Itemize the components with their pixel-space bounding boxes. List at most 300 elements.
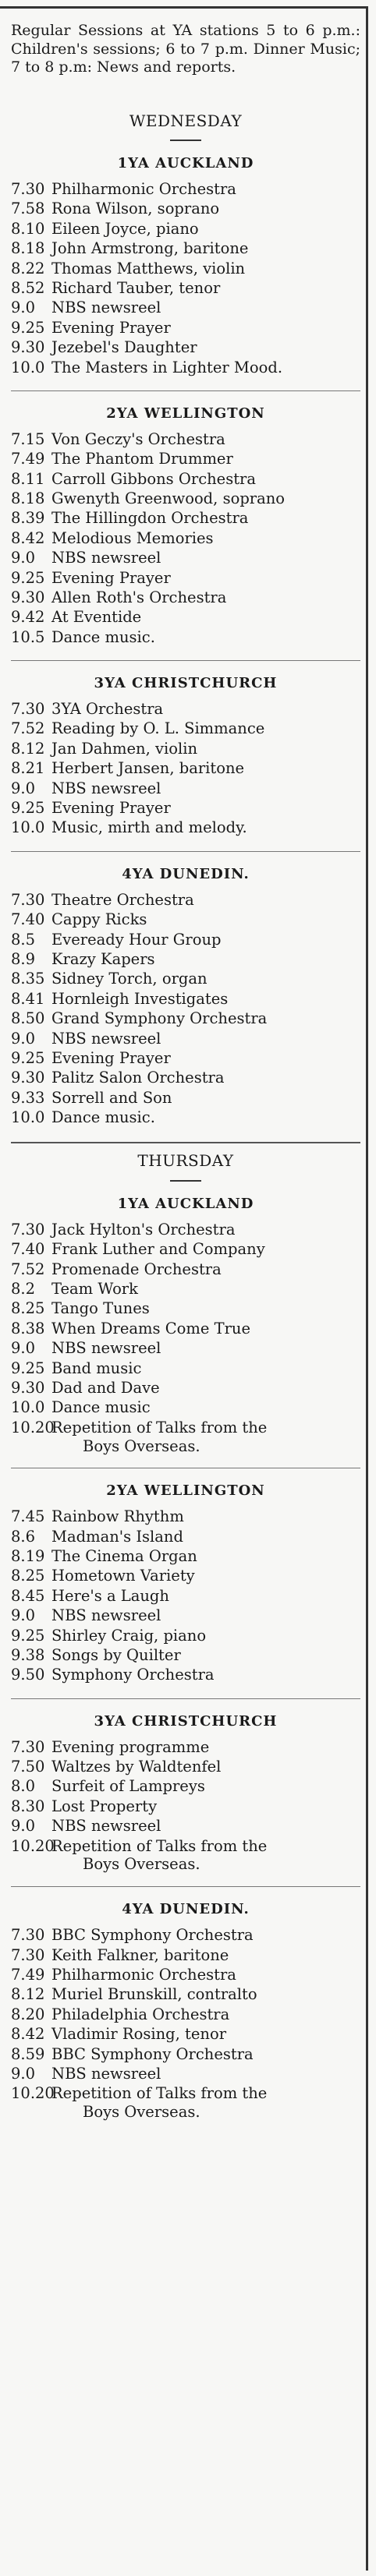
programme-item <box>11 1985 360 2005</box>
programme-time: 8.50 <box>11 1009 45 1028</box>
programme-item <box>11 2025 360 2044</box>
programme-time: 9.25 <box>11 568 45 587</box>
programme-item <box>11 2065 360 2084</box>
programme-title-text: Team Work <box>51 1279 138 1298</box>
programme-title-text: Allen Roth's Orchestra <box>51 588 227 606</box>
programme-title-text: Promenade Orchestra <box>51 1260 222 1278</box>
programme-item <box>11 450 360 469</box>
programme-item <box>11 740 360 759</box>
programme-title <box>51 1528 360 1546</box>
programme-item <box>11 891 360 910</box>
programme-item <box>11 1339 360 1359</box>
programme-title <box>51 279 360 298</box>
programme-title-text: Palitz Salon Orchestra <box>51 1069 225 1087</box>
programme-title-text: Madman's Island <box>51 1527 183 1546</box>
programme-title <box>51 319 360 337</box>
programme-item <box>11 569 360 588</box>
programme-time: 8.39 <box>11 509 45 528</box>
programme-title-text: Theatre Orchestra <box>51 890 194 909</box>
programme-title-text: NBS newsreel <box>51 1606 161 1625</box>
programme-time: 9.0 <box>11 1817 36 1836</box>
programme-title <box>51 1049 360 1068</box>
programme-time: 7.40 <box>11 1240 45 1259</box>
day-heading: WEDNESDAY <box>129 111 243 130</box>
programme-item <box>11 1567 360 1586</box>
station-block <box>11 1196 360 1455</box>
programme-time: 10.0 <box>11 818 45 837</box>
programme-item <box>11 759 360 779</box>
programme-item <box>11 489 360 509</box>
programme-title-text: Thomas Matthews, violin <box>51 259 246 277</box>
programme-title <box>51 1398 360 1417</box>
programme-item <box>11 279 360 299</box>
programme-title <box>51 1069 360 1087</box>
programme-title <box>51 1797 360 1816</box>
programme-time: 7.15 <box>11 429 45 448</box>
programme-time: 9.42 <box>11 608 45 627</box>
programme-title-text: Herbert Jansen, baritone <box>51 759 245 778</box>
programme-title <box>51 1985 360 2004</box>
programme-title-text: Rainbow Rhythm <box>51 1507 184 1526</box>
station-block <box>11 866 360 1129</box>
programme-item <box>11 1089 360 1108</box>
programme-time: 8.18 <box>11 489 45 508</box>
station-separator <box>11 1698 360 1699</box>
programme-item <box>11 1926 360 1945</box>
programme-title <box>51 2084 360 2122</box>
programme-time: 8.45 <box>11 1586 45 1605</box>
programme-time: 7.30 <box>11 1945 45 1964</box>
programme-title-text: Jack Hylton's Orchestra <box>51 1220 236 1239</box>
programme-title <box>51 1240 360 1259</box>
station-heading: 3YA CHRISTCHURCH <box>94 1712 278 1730</box>
programme-title-text: Hornleigh Investigates <box>51 989 229 1008</box>
programme-item <box>11 338 360 358</box>
programme-time: 10.0 <box>11 1108 45 1127</box>
programme-title <box>51 818 360 837</box>
programme-title <box>51 338 360 357</box>
programme-item <box>11 509 360 528</box>
programme-title-text: Band music <box>51 1359 142 1377</box>
programme-item <box>11 200 360 219</box>
programme-title-text: BBC Symphony Orchestra <box>51 2044 254 2063</box>
programme-item <box>11 1049 360 1069</box>
programme-time: 9.0 <box>11 1029 36 1048</box>
programme-item <box>11 1280 360 1299</box>
programme-time: 9.30 <box>11 1378 45 1397</box>
programme-item <box>11 1606 360 1626</box>
programme-time: 9.38 <box>11 1645 45 1664</box>
programme-title <box>51 2065 360 2083</box>
programme-time: 8.10 <box>11 219 45 238</box>
programme-title <box>51 1299 360 1318</box>
programme-list <box>11 1926 360 2122</box>
programme-time: 9.50 <box>11 1666 45 1684</box>
programme-title-text: Philharmonic Orchestra <box>51 179 236 198</box>
station-heading: 1YA AUCKLAND <box>117 155 254 172</box>
programme-title <box>51 931 360 949</box>
programme-time: 8.59 <box>11 2044 45 2063</box>
programme-item <box>11 700 360 719</box>
station-separator <box>11 660 360 661</box>
programme-title-text: BBC Symphony Orchestra <box>51 1926 254 1945</box>
programme-item <box>11 1817 360 1836</box>
programme-time: 7.30 <box>11 1926 45 1945</box>
programme-title-text: NBS newsreel <box>51 299 161 317</box>
programme-time: 10.5 <box>11 627 45 646</box>
programme-title-text: Dad and Dave <box>51 1378 160 1397</box>
programme-time: 8.41 <box>11 989 45 1008</box>
programme-title <box>51 2005 360 2024</box>
programme-title-text: Melodious Memories <box>51 528 214 547</box>
programme-item <box>11 1738 360 1758</box>
station-separator <box>11 390 360 391</box>
programme-time: 8.21 <box>11 759 45 778</box>
programme-item <box>11 1359 360 1379</box>
programme-title-text: Dance music <box>51 1398 151 1417</box>
station-block <box>11 675 360 839</box>
programme-time: 10.20 <box>11 1418 55 1436</box>
programme-title-text: Keith Falkner, baritone <box>51 1945 229 1964</box>
programme-time: 7.40 <box>11 910 45 929</box>
programme-time: 8.12 <box>11 1985 45 2004</box>
programme-item <box>11 1507 360 1527</box>
programme-item <box>11 950 360 970</box>
programme-title-text: When Dreams Come True <box>51 1319 251 1337</box>
programme-column <box>11 22 360 2122</box>
programme-title-text: Evening Prayer <box>51 318 171 337</box>
programme-title-text: Vladimir Rosing, tenor <box>51 2025 227 2044</box>
programme-title-text: Evening Prayer <box>51 799 171 818</box>
programme-title-text: Music, mirth and melody. <box>51 818 247 837</box>
station-block <box>11 405 360 648</box>
programme-item <box>11 719 360 739</box>
programme-item <box>11 608 360 627</box>
programme-title <box>51 719 360 738</box>
programme-title <box>51 2025 360 2044</box>
intro-paragraph: Regular Sessions at YA stations 5 to 6 p.m.: Children's sessions; 6 to 7 p.m. Dinner Music; 7 to 8 p.m: News and reports. <box>11 22 360 76</box>
programme-time: 9.0 <box>11 299 36 317</box>
programme-item <box>11 970 360 989</box>
programme-title-text: Jezebel's Daughter <box>51 338 197 357</box>
programme-title-text: Grand Symphony Orchestra <box>51 1009 268 1028</box>
station-heading: 3YA CHRISTCHURCH <box>94 675 278 692</box>
programme-title-text: Sorrell and Son <box>51 1088 172 1107</box>
programme-title-text: Hometown Variety <box>51 1567 195 1585</box>
programme-item <box>11 359 360 378</box>
programme-time: 7.52 <box>11 1260 45 1278</box>
programme-time: 8.12 <box>11 739 45 758</box>
programme-time: 8.25 <box>11 1567 45 1585</box>
station-block <box>11 1713 360 1874</box>
programme-title <box>51 260 360 278</box>
programme-item <box>11 1837 360 1875</box>
programme-item <box>11 1777 360 1797</box>
programme-time: 9.25 <box>11 799 45 818</box>
programme-title-text: Carroll Gibbons Orchestra <box>51 469 257 488</box>
programme-time: 8.5 <box>11 930 36 949</box>
programme-title <box>51 549 360 567</box>
programme-item <box>11 1299 360 1319</box>
programme-time: 8.11 <box>11 469 45 488</box>
programme-title <box>51 910 360 929</box>
programme-title <box>51 740 360 758</box>
day-rule <box>170 1180 201 1182</box>
programme-title <box>51 1646 360 1665</box>
programme-title <box>51 1926 360 1945</box>
programme-item <box>11 1547 360 1567</box>
programme-title <box>51 529 360 548</box>
programme-title-text: Repetition of Talks from the <box>51 2084 268 2103</box>
programme-list <box>11 1221 360 1455</box>
programme-title <box>51 1379 360 1398</box>
programme-item <box>11 1419 360 1456</box>
programme-time: 9.0 <box>11 549 36 567</box>
station-block <box>11 155 360 378</box>
programme-item <box>11 549 360 568</box>
programme-title-text: Muriel Brunskill, contralto <box>51 1985 257 2004</box>
programme-time: 8.2 <box>11 1279 36 1298</box>
station-block <box>11 1901 360 2122</box>
programme-item <box>11 1528 360 1547</box>
programme-title <box>51 1280 360 1299</box>
programme-list <box>11 700 360 839</box>
programme-item <box>11 1108 360 1128</box>
programme-title <box>51 1837 360 1875</box>
programme-title-text: Frank Luther and Company <box>51 1240 265 1259</box>
programme-time: 9.25 <box>11 1359 45 1377</box>
programme-time: 9.0 <box>11 1606 36 1625</box>
programme-title-text: The Masters in Lighter Mood. <box>51 358 283 376</box>
programme-title <box>51 470 360 489</box>
station-separator <box>11 851 360 852</box>
programme-item <box>11 260 360 279</box>
programme-time: 8.42 <box>11 528 45 547</box>
programme-time: 7.58 <box>11 200 45 218</box>
programme-title-text: Here's a Laugh <box>51 1586 169 1605</box>
programme-title <box>51 950 360 969</box>
programme-item <box>11 1966 360 1985</box>
programme-title-text: The Hillingdon Orchestra <box>51 509 249 528</box>
programme-title-text: The Phantom Drummer <box>51 450 233 468</box>
programme-title <box>51 450 360 468</box>
programme-title-text: NBS newsreel <box>51 1817 161 1836</box>
programme-time: 7.30 <box>11 1220 45 1239</box>
programme-title-text: Tango Tunes <box>51 1299 150 1318</box>
programme-time: 8.30 <box>11 1797 45 1815</box>
programme-title <box>51 588 360 607</box>
programme-title <box>51 1606 360 1625</box>
programme-title <box>51 1587 360 1606</box>
programme-title-text: Philharmonic Orchestra <box>51 1965 236 1984</box>
programme-title <box>51 628 360 647</box>
programme-title-text: Sidney Torch, organ <box>51 970 208 988</box>
programme-time: 9.30 <box>11 588 45 606</box>
programme-item <box>11 180 360 200</box>
programme-item <box>11 1646 360 1666</box>
programme-time: 9.30 <box>11 1069 45 1087</box>
programme-title <box>51 1030 360 1048</box>
programme-list <box>11 180 360 378</box>
programme-item <box>11 299 360 318</box>
programme-title <box>51 569 360 588</box>
programme-item <box>11 1009 360 1029</box>
programme-item <box>11 588 360 608</box>
programme-time: 9.33 <box>11 1088 45 1107</box>
programme-title <box>51 1089 360 1108</box>
programme-title-text: Evening programme <box>51 1737 210 1756</box>
programme-item <box>11 1627 360 1646</box>
programme-time: 7.30 <box>11 1737 45 1756</box>
programme-title <box>51 1221 360 1239</box>
programme-title <box>51 990 360 1009</box>
programme-title <box>51 509 360 528</box>
programme-title <box>51 2045 360 2064</box>
programme-title-text: Repetition of Talks from the <box>51 1418 268 1436</box>
programme-title <box>51 1108 360 1127</box>
programme-time: 7.52 <box>11 719 45 738</box>
programme-item <box>11 910 360 930</box>
programme-title <box>51 1507 360 1526</box>
programme-title <box>51 1339 360 1358</box>
programme-title-text: Gwenyth Greenwood, soprano <box>51 489 286 508</box>
programme-title-text: Krazy Kapers <box>51 949 155 968</box>
programme-time: 7.30 <box>11 179 45 198</box>
programme-time: 10.20 <box>11 2084 55 2103</box>
programme-title-text: NBS newsreel <box>51 1339 161 1358</box>
programme-title <box>51 1567 360 1585</box>
programme-item <box>11 2005 360 2025</box>
programme-title-text: Dance music. <box>51 627 155 646</box>
station-heading: 2YA WELLINGTON <box>106 1482 265 1500</box>
programme-time: 8.18 <box>11 239 45 258</box>
programme-title <box>51 759 360 778</box>
station-heading: 2YA WELLINGTON <box>106 405 265 422</box>
programme-title-text: Evening Prayer <box>51 568 171 587</box>
programme-time: 8.25 <box>11 1299 45 1318</box>
programme-item <box>11 2084 360 2122</box>
programme-title-text: The Cinema Organ <box>51 1547 197 1566</box>
programme-time: 7.30 <box>11 700 45 719</box>
programme-item <box>11 779 360 799</box>
programme-item <box>11 1946 360 1966</box>
programme-title <box>51 1260 360 1279</box>
programme-time: 7.49 <box>11 450 45 468</box>
programme-title-text: NBS newsreel <box>51 779 161 797</box>
programme-time: 8.35 <box>11 970 45 988</box>
programme-time: 10.0 <box>11 1398 45 1417</box>
programme-time: 9.25 <box>11 318 45 337</box>
programme-time: 9.0 <box>11 2064 36 2083</box>
programme-title <box>51 1547 360 1566</box>
programme-time: 8.6 <box>11 1527 36 1546</box>
programme-title <box>51 1666 360 1684</box>
programme-title <box>51 200 360 218</box>
programme-time: 8.52 <box>11 278 45 297</box>
programme-title-text: At Eventide <box>51 608 142 627</box>
programme-time: 8.19 <box>11 1547 45 1566</box>
programme-item <box>11 1587 360 1606</box>
day-heading: THURSDAY <box>137 1151 234 1171</box>
programme-item <box>11 1069 360 1088</box>
programme-time: 9.25 <box>11 1626 45 1645</box>
programme-title <box>51 430 360 449</box>
station-block <box>11 1482 360 1685</box>
programme-title <box>51 1966 360 1984</box>
programme-time: 8.20 <box>11 2005 45 2023</box>
programme-time: 10.0 <box>11 358 45 376</box>
station-heading: 1YA AUCKLAND <box>117 1195 254 1212</box>
programme-time: 7.45 <box>11 1507 45 1526</box>
programme-time: 9.0 <box>11 1339 36 1358</box>
programme-title <box>51 359 360 377</box>
programme-time: 8.22 <box>11 259 45 277</box>
programme-title-text: Jan Dahmen, violin <box>51 739 198 758</box>
programme-time: 9.0 <box>11 779 36 797</box>
programme-item <box>11 1221 360 1240</box>
programme-title-continued: Boys Overseas. <box>83 2103 200 2122</box>
programme-title <box>51 779 360 798</box>
programme-item <box>11 1797 360 1817</box>
programme-item <box>11 1666 360 1685</box>
programme-title <box>51 180 360 199</box>
programme-title-continued: Boys Overseas. <box>83 1436 200 1455</box>
programme-title <box>51 1320 360 1338</box>
programme-list <box>11 891 360 1129</box>
programme-title-text: Dance music. <box>51 1108 155 1127</box>
programme-title-text: Waltzes by Waldtenfel <box>51 1758 222 1776</box>
programme-title <box>51 220 360 239</box>
programme-item <box>11 628 360 648</box>
programme-title-text: Rona Wilson, soprano <box>51 200 220 218</box>
programme-title-text: 3YA Orchestra <box>51 700 164 719</box>
programme-title-continued: Boys Overseas. <box>83 1855 200 1874</box>
programme-title <box>51 1758 360 1776</box>
days-container <box>11 111 360 2122</box>
programme-item <box>11 1240 360 1260</box>
programme-title-text: Reading by O. L. Simmance <box>51 719 265 738</box>
programme-item <box>11 430 360 450</box>
programme-item <box>11 1030 360 1049</box>
programme-title <box>51 700 360 719</box>
programme-title <box>51 1419 360 1456</box>
programme-time: 10.20 <box>11 1836 55 1855</box>
programme-item <box>11 1379 360 1398</box>
programme-title-text: Von Geczy's Orchestra <box>51 429 225 448</box>
programme-item <box>11 799 360 818</box>
programme-title-text: Repetition of Talks from the <box>51 1836 268 1855</box>
programme-title-text: Philadelphia Orchestra <box>51 2005 230 2023</box>
programme-title <box>51 891 360 910</box>
day-separator <box>11 1142 360 1143</box>
programme-title-text: Evening Prayer <box>51 1048 171 1067</box>
programme-title-text: Lost Property <box>51 1797 158 1815</box>
programme-item <box>11 239 360 259</box>
programme-item <box>11 1320 360 1339</box>
programme-title <box>51 1627 360 1645</box>
programme-time: 8.0 <box>11 1777 36 1796</box>
programme-list <box>11 430 360 648</box>
programme-title <box>51 1817 360 1836</box>
programme-item <box>11 1260 360 1280</box>
programme-title <box>51 608 360 627</box>
programme-title-text: NBS newsreel <box>51 2064 161 2083</box>
programme-item <box>11 319 360 338</box>
programme-time: 7.49 <box>11 1965 45 1984</box>
programme-time: 8.38 <box>11 1319 45 1337</box>
programme-item <box>11 818 360 838</box>
programme-item <box>11 931 360 950</box>
